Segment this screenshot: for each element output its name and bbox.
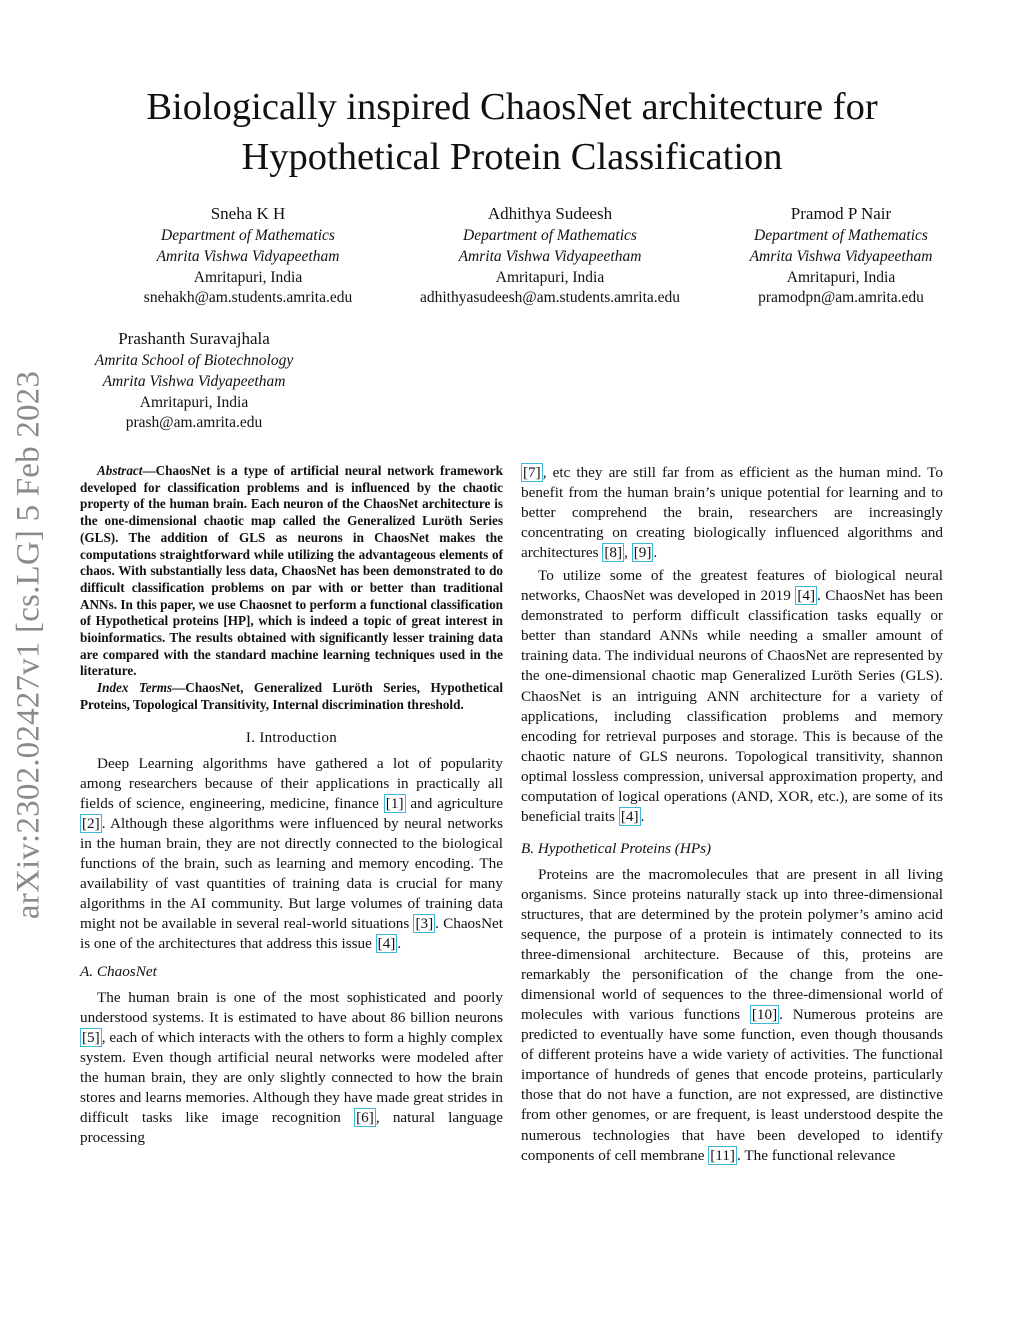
citation-link[interactable]: [7]: [523, 464, 541, 481]
subsection-heading-hypothetical-proteins: B. Hypothetical Proteins (HPs): [521, 839, 712, 857]
author-email[interactable]: adhithyasudeesh@am.students.amrita.edu: [419, 289, 681, 307]
author-block-2: [395, 203, 705, 309]
title-line-2: Hypothetical Protein Classification: [241, 136, 783, 178]
abstract-text: ChaosNet is a type of artificial neural network framework developed for classification problems and is influenced by the chaotic property of the human brain. Each neuron of the ChaosNet architecture is the one-dimensional chaotic map called the Generalized Luröth Series (GLS). The addition of GLS as neurons in ChaosNet makes the computations straightforward while utilizing the advantageous elements of chaos. With substantially less data, ChaosNet has been demonstrated to do difficult classification problems on par with or better than traditional ANNs. In this paper, we use Chaosnet to perform a functional classification of Hypothetical proteins [HP], which is indeed a topic of great interest in bioinformatics. The results obtained with significantly lesser training data are compared with the standard machine learning techniques used in the literature.: [80, 463, 503, 679]
author-location: Amritapuri, India: [193, 268, 303, 286]
citation-link[interactable]: [4]: [620, 807, 639, 825]
author-block-1: [120, 203, 376, 309]
author-name: Pramod P Nair: [790, 204, 892, 223]
author-institution: Amrita Vishwa Vidyapeetham: [156, 247, 340, 265]
author-name: Prashanth Suravajhala: [118, 329, 270, 348]
paragraph: Deep Learning algorithms have gathered a lot of popularity among researchers because of their applications in practically all fields of science, engineering, medicine, finance [1] and agriculture [2] . Although these algorithms were influenced by neural networks in the human brain, they are not directly connected to the biological functions of the brain, such as learning and memory encoding. The availability of vast quantities of training data is crucial for many algorithms in the AI community. But large volumes of training data might not be available in several real-world situations [3] . ChaosNet is one of the architectures that address this issue [4] .: [80, 754, 503, 953]
citation-link[interactable]: [10]: [751, 1006, 778, 1024]
citation-link[interactable]: [8]: [604, 544, 623, 562]
author-name: Sneha K H: [210, 204, 286, 223]
citation-link[interactable]: [6]: [356, 1109, 374, 1127]
author-email[interactable]: prash@am.amrita.edu: [125, 414, 263, 432]
arxiv-sidebar-stamp: [4, 355, 54, 935]
author-email[interactable]: pramodpn@am.amrita.edu: [758, 289, 924, 307]
abstract: Abstract—ChaosNet is a type of artificial neural network framework developed for classification problems and is influenced by the chaotic property of the human brain. Each neuron of the ChaosNet architecture is the one-dimensional chaotic map called the Generalized Luröth Series (GLS). The addition of GLS as neurons in ChaosNet makes the computations straightforward while utilizing the advantageous elements of chaos. With substantially less data, ChaosNet has been demonstrated to do difficult classification problems on par with or better than traditional ANNs. In this paper, we use Chaosnet to perform a functional classification of Hypothetical proteins [HP], which is indeed a topic of great interest in bioinformatics. The results obtained with significantly lesser training data are compared with the standard machine learning techniques used in the literature. Index Terms—ChaosNet, Generalized Luröth Series, Hypothetical Proteins, Topological Transitivity, Internal discrimination threshold.: [80, 463, 503, 712]
author-institution: Amrita Vishwa Vidyapeetham: [458, 247, 642, 265]
author-department: Department of Mathematics: [161, 227, 335, 244]
subsection-heading-chaosnet: A. ChaosNet: [80, 963, 157, 981]
citation-link[interactable]: [1]: [385, 794, 404, 812]
author-email[interactable]: snehakh@am.students.amrita.edu: [143, 289, 353, 307]
title-line-1: Biologically inspired ChaosNet architecture for: [146, 86, 878, 128]
citation-link[interactable]: [11]: [710, 1146, 735, 1164]
right-column: [521, 463, 943, 1166]
citation-link[interactable]: [2]: [82, 814, 100, 832]
citation-link[interactable]: [4]: [797, 587, 816, 605]
paragraph: To utilize some of the greatest features of biological neural networks, ChaosNet was developed in 2019 [4] . ChaosNet has been demonstrated to perform difficult classification tasks equally or better than standard ANNs while needing a smaller amount of training data. The individual neurons of ChaosNet are represented by the one-dimensional chaotic map Generalized Luröth Series (GLS). ChaosNet is an intriguing ANN architecture for a variety of applications, including classification problems and memory encoding for retrieval purposes and storage. This is because of the chaotic nature of GLS neurons. Topological transitivity, shannon optimal lossless compression, universal approximation property, and computation of logical operations (AND, XOR, etc.), are some of its beneficial traits [4] .: [521, 567, 943, 825]
author-department: Amrita School of Biotechnology: [94, 352, 294, 369]
author-institution: Amrita Vishwa Vidyapeetham: [749, 247, 933, 265]
author-location: Amritapuri, India: [495, 268, 605, 286]
author-name: Adhithya Sudeesh: [487, 204, 613, 223]
arxiv-identifier: arXiv:2302.02427v1 [cs.LG] 5 Feb 2023: [10, 370, 47, 920]
author-block-4: [74, 328, 314, 434]
index-terms-text: ChaosNet, Generalized Luröth Series, Hypothetical Proteins, Topological Transitivity, Internal discrimination threshold.: [80, 680, 503, 712]
paragraph: [7] , etc they are still far from as efficient as the human mind. To benefit from the human brain’s unique potential for learning and to better comprehend the brain, researchers are increasingly concentrating on creating biologically influenced algorithms and architectures [8] , [9] .: [521, 464, 943, 562]
left-column: [80, 463, 503, 1148]
abstract-label: Abstract: [97, 463, 143, 478]
citation-link[interactable]: [3]: [415, 914, 434, 932]
citation-link[interactable]: [5]: [82, 1029, 100, 1047]
paragraph: Proteins are the macromolecules that are present in all living organisms. Since proteins naturally stack up into three-dimensional structures, that are determined by the protein polymer’s amino acid sequence, the purpose of a protein is intimately connected to its three-dimensional architecture. Because of this, proteins are remarkably the personification of the change from the one-dimensional world of sequences to the three-dimensional world of molecules with various functions [10] . Numerous proteins are predicted to eventually have some function, even though thousands of different proteins have a wide variety of activities. The functional importance of hundreds of genes that encode proteins, particularly those that do not have a function, are not expressed, are distinctive from other genomes, or are frequent, is least understood despite the numerous technologies that have been developed to identify components of cell membrane [11] . The functional relevance: [521, 865, 943, 1164]
author-block-3: [728, 203, 954, 309]
section-heading-introduction: I. Introduction: [245, 729, 338, 746]
citation-link[interactable]: [9]: [633, 544, 652, 562]
author-institution: Amrita Vishwa Vidyapeetham: [102, 372, 286, 390]
author-location: Amritapuri, India: [786, 268, 896, 286]
index-terms-label: Index Terms: [97, 680, 173, 696]
author-department: Department of Mathematics: [754, 227, 928, 244]
paper-title: [80, 82, 944, 182]
paragraph: The human brain is one of the most sophisticated and poorly understood systems. It is estimated to have about 86 billion neurons [5] , each of which interacts with the others to form a highly complex system. Even though artificial neural networks were modeled after the human brain, they are only slightly connected to how the brain stores and learns memories. Although they have made great strides in difficult tasks like image recognition [6] , natural language processing: [80, 989, 503, 1147]
author-location: Amritapuri, India: [139, 393, 249, 411]
author-department: Department of Mathematics: [463, 227, 637, 244]
citation-link[interactable]: [4]: [377, 935, 396, 953]
